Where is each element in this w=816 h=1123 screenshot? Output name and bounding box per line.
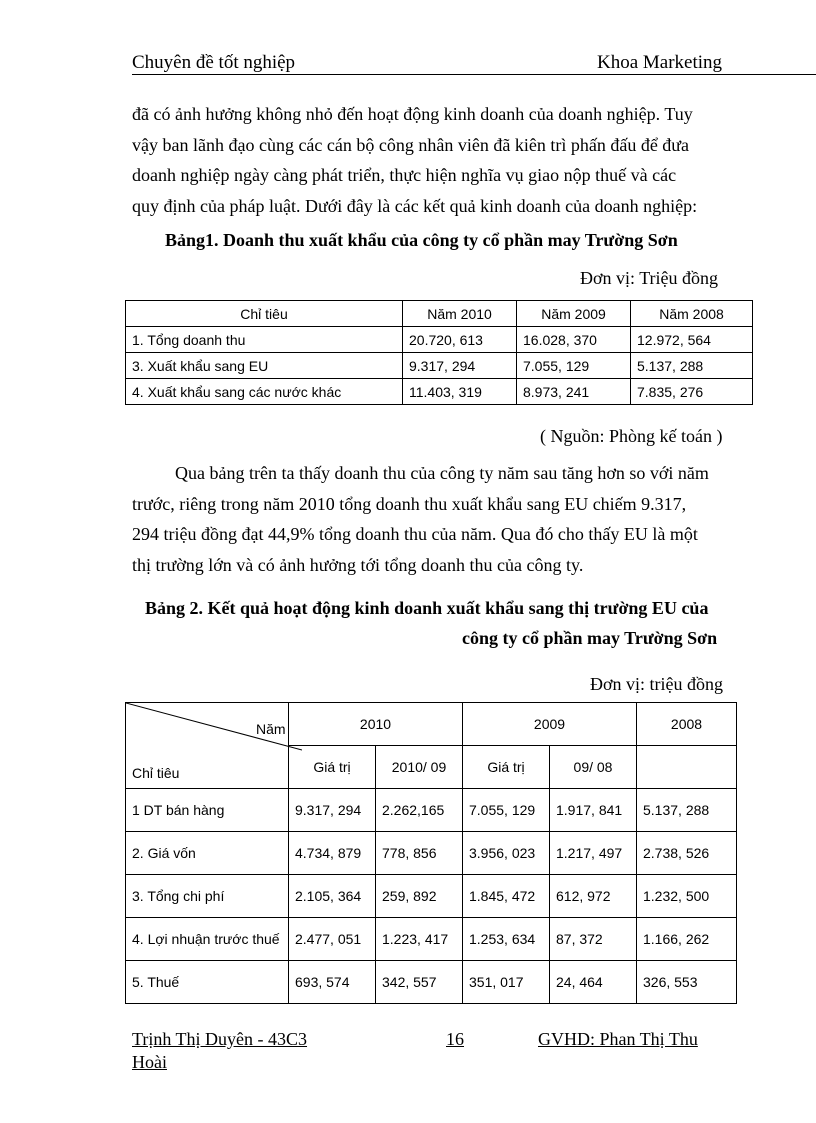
- table-cell: 326, 553: [637, 961, 737, 1004]
- table2-title-line2: công ty cổ phần may Trường Sơn: [462, 628, 718, 648]
- table-row: [126, 327, 753, 353]
- table-cell: 4. Xuất khẩu sang các nước khác: [126, 379, 403, 405]
- year-header-2009: 2009: [463, 703, 637, 746]
- table-cell: 12.972, 564: [631, 327, 753, 353]
- table-cell: 1.253, 634: [463, 918, 550, 961]
- footer-page-number: 16: [446, 1029, 464, 1049]
- table-row: [126, 961, 737, 1004]
- subheader-cell-empty: [637, 746, 737, 789]
- table-cell: 3.956, 023: [463, 832, 550, 875]
- table1-title: Bảng1. Doanh thu xuất khẩu của công ty cổ phần may Trường Sơn: [165, 230, 678, 250]
- table-cell: 20.720, 613: [403, 327, 517, 353]
- table-cell: 1.223, 417: [376, 918, 463, 961]
- paragraph-line: thị trường lớn và có ảnh hưởng tới tổng doanh thu của công ty.: [132, 554, 584, 575]
- footer-advisor: GVHD: Phan Thị Thu: [538, 1029, 698, 1049]
- table1-source: ( Nguồn: Phòng kế toán ): [540, 426, 723, 446]
- table2: [125, 702, 737, 1004]
- table-cell: 5.137, 288: [637, 789, 737, 832]
- table1-header-row: [126, 301, 753, 327]
- paragraph-line: 294 triệu đồng đạt 44,9% tổng doanh thu của năm. Qua đó cho thấy EU là một: [132, 524, 698, 544]
- table-cell: 24, 464: [550, 961, 637, 1004]
- paragraph-line: trước, riêng trong năm 2010 tổng doanh thu xuất khẩu sang EU chiếm 9.317,: [132, 493, 687, 514]
- table-cell: 5.137, 288: [631, 353, 753, 379]
- table-cell: 1.917, 841: [550, 789, 637, 832]
- table-cell: 342, 557: [376, 961, 463, 1004]
- table-cell: 1 DT bán hàng: [126, 789, 289, 832]
- table-row: [126, 875, 737, 918]
- table-cell: 2.477, 051: [289, 918, 376, 961]
- subheader-cell: 09/ 08: [550, 746, 637, 789]
- table-cell: 2.105, 364: [289, 875, 376, 918]
- header-left: Chuyên đề tốt nghiệp: [132, 52, 296, 73]
- table1-unit: Đơn vị: Triệu đồng: [580, 268, 719, 288]
- paragraph-2: [132, 458, 730, 580]
- header-divider: [132, 74, 816, 75]
- table-cell: 778, 856: [376, 832, 463, 875]
- table-cell: 2. Giá vốn: [126, 832, 289, 875]
- table2-year-row: [126, 703, 737, 746]
- table2-unit: Đơn vị: triệu đồng: [590, 674, 724, 694]
- table1: [125, 300, 753, 405]
- table2-corner-cell: [126, 703, 289, 789]
- table-cell: 7.055, 129: [463, 789, 550, 832]
- subheader-cell: Giá trị: [289, 746, 376, 789]
- table-row: [126, 379, 753, 405]
- paragraph-1: [132, 99, 730, 221]
- subheader-cell: Giá trị: [463, 746, 550, 789]
- table1-header-cell: Năm 2008: [631, 301, 753, 327]
- table-cell: 9.317, 294: [403, 353, 517, 379]
- table-cell: 7.835, 276: [631, 379, 753, 405]
- table-cell: 7.055, 129: [517, 353, 631, 379]
- corner-year-label: Năm: [256, 721, 286, 737]
- corner-item-label: Chỉ tiêu: [132, 765, 180, 781]
- paragraph-line: quy định của pháp luật. Dưới đây là các kết quả kinh doanh của doanh nghiệp:: [132, 195, 698, 216]
- table1-header-cell: Năm 2009: [517, 301, 631, 327]
- table-row: [126, 789, 737, 832]
- year-header-2008: 2008: [637, 703, 737, 746]
- footer-advisor-line2: Hoài: [132, 1052, 167, 1072]
- paragraph-line: Qua bảng trên ta thấy doanh thu của công ty năm sau tăng hơn so với năm: [175, 463, 709, 483]
- table-cell: 4.734, 879: [289, 832, 376, 875]
- table-cell: 2.738, 526: [637, 832, 737, 875]
- table-cell: 612, 972: [550, 875, 637, 918]
- table-cell: 3. Tổng chi phí: [126, 875, 289, 918]
- table-cell: 259, 892: [376, 875, 463, 918]
- table-cell: 11.403, 319: [403, 379, 517, 405]
- subheader-cell: 2010/ 09: [376, 746, 463, 789]
- table-cell: 1. Tổng doanh thu: [126, 327, 403, 353]
- table-cell: 1.845, 472: [463, 875, 550, 918]
- table-cell: 8.973, 241: [517, 379, 631, 405]
- table1-header-cell: Năm 2010: [403, 301, 517, 327]
- table-cell: 2.262,165: [376, 789, 463, 832]
- table-cell: 4. Lợi nhuận trước thuế: [126, 918, 289, 961]
- table-cell: 1.232, 500: [637, 875, 737, 918]
- table-row: [126, 353, 753, 379]
- table-row: [126, 918, 737, 961]
- table-cell: 693, 574: [289, 961, 376, 1004]
- paragraph-line: doanh nghiệp ngày càng phát triển, thực hiện nghĩa vụ giao nộp thuế và các: [132, 165, 677, 185]
- paragraph-line: đã có ảnh hưởng không nhỏ đến hoạt động kinh doanh của doanh nghiệp. Tuy: [132, 104, 693, 124]
- table-cell: 3. Xuất khẩu sang EU: [126, 353, 403, 379]
- header-right: Khoa Marketing: [597, 52, 723, 73]
- table-cell: 1.166, 262: [637, 918, 737, 961]
- table-cell: 5. Thuế: [126, 961, 289, 1004]
- year-header-2010: 2010: [289, 703, 463, 746]
- table-cell: 1.217, 497: [550, 832, 637, 875]
- footer-author: Trịnh Thị Duyên - 43C3: [132, 1029, 308, 1049]
- table2-title-line1: Bảng 2. Kết quả hoạt động kinh doanh xuất khẩu sang thị trường EU của: [145, 598, 709, 618]
- table1-header-cell: Chỉ tiêu: [126, 301, 403, 327]
- table-cell: 9.317, 294: [289, 789, 376, 832]
- table-cell: 87, 372: [550, 918, 637, 961]
- table-cell: 16.028, 370: [517, 327, 631, 353]
- table-row: [126, 832, 737, 875]
- paragraph-line: vậy ban lãnh đạo cùng các cán bộ công nhân viên đã kiên trì phấn đấu để đưa: [132, 134, 690, 155]
- table-cell: 351, 017: [463, 961, 550, 1004]
